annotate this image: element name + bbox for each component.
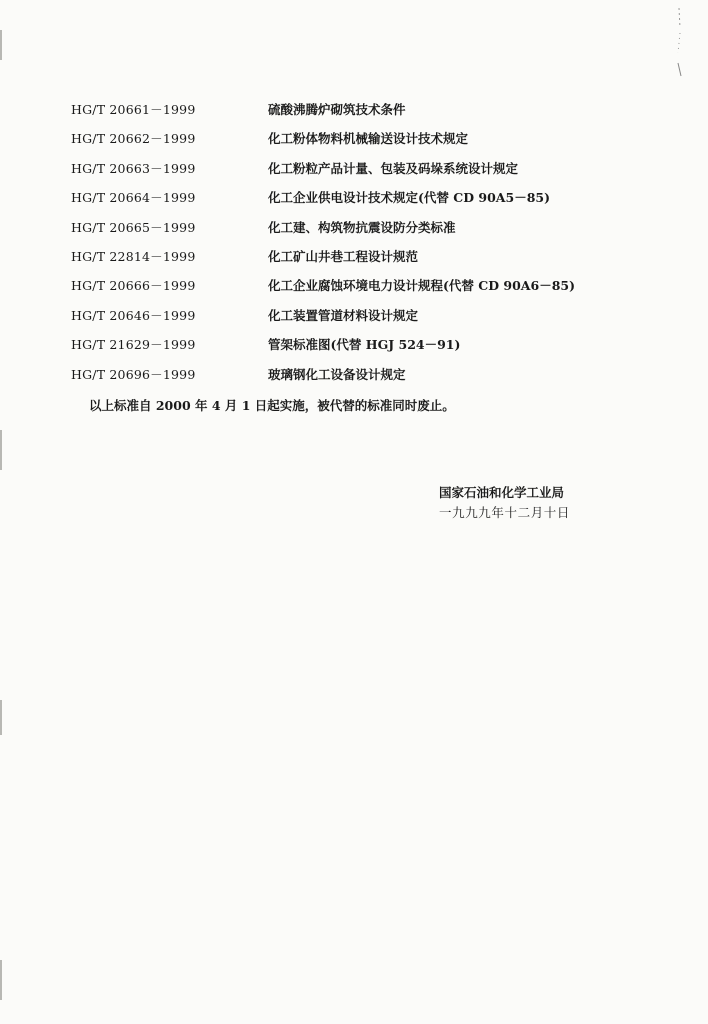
list-item [71, 247, 671, 276]
list-item [71, 365, 671, 394]
standard-title: 化工企业腐蚀环境电力设计规程(代替 CD 90A6－85) [268, 278, 576, 294]
scan-corner-mark [674, 8, 684, 78]
standard-title: 化工装置管道材料设计规定 [268, 307, 419, 323]
standard-code: HG/T 20665－1999 [71, 219, 196, 235]
standard-title: 玻璃钢化工设备设计规定 [268, 366, 406, 382]
standard-title: 化工粉体物料机械输送设计技术规定 [268, 131, 469, 147]
scan-edge-mark [0, 30, 2, 60]
list-item [71, 159, 671, 188]
standard-title: 化工粉粒产品计量、包装及码垛系统设计规定 [268, 160, 519, 176]
list-item [71, 218, 671, 247]
standard-code: HG/T 20664－1999 [71, 190, 196, 206]
standard-code: HG/T 20646－1999 [71, 307, 196, 323]
issuing-authority: 国家石油和化学工业局 [439, 485, 565, 500]
standard-code: HG/T 20666－1999 [71, 278, 196, 294]
standard-title: 化工建、构筑物抗震设防分类标准 [268, 219, 456, 235]
scan-edge-mark [0, 960, 2, 1000]
effective-date-notice: 以上标准自 2000 年 4 月 1 日起实施，被代替的标准同时废止。 [89, 398, 455, 413]
standard-code: HG/T 20662－1999 [71, 131, 196, 147]
list-item [71, 129, 671, 158]
list-item [71, 306, 671, 335]
list-item [71, 188, 671, 217]
standard-code: HG/T 22814－1999 [71, 248, 196, 264]
standard-code: HG/T 21629－1999 [71, 337, 196, 353]
list-item [71, 335, 671, 364]
standard-code: HG/T 20696－1999 [71, 366, 196, 382]
standard-title: 化工矿山井巷工程设计规范 [268, 248, 419, 264]
standard-title: 化工企业供电设计技术规定(代替 CD 90A5－85) [268, 190, 551, 206]
issue-date: 一九九九年十二月十日 [439, 505, 571, 520]
list-item [71, 100, 671, 129]
standard-code: HG/T 20661－1999 [71, 102, 196, 117]
scan-edge-mark [0, 700, 2, 735]
scan-edge-mark [0, 430, 2, 470]
list-item [71, 276, 671, 305]
standard-code: HG/T 20663－1999 [71, 160, 196, 176]
standard-title: 管架标准图(代替 HGJ 524－91) [268, 337, 461, 353]
standard-title: 硫酸沸腾炉砌筑技术条件 [268, 102, 406, 117]
standards-list [71, 100, 671, 394]
